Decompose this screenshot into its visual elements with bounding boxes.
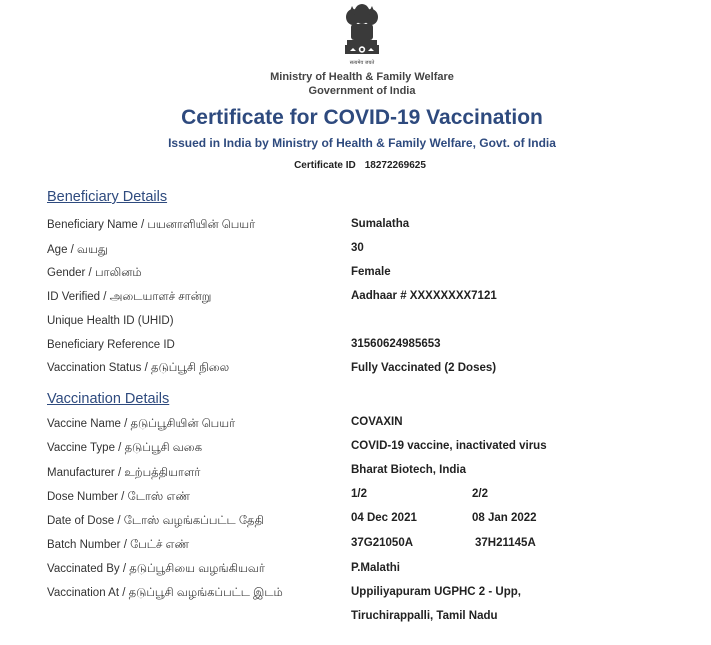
emblem-motto: सत्यमेव जयते bbox=[349, 60, 375, 66]
beneficiary-name-value: Sumalatha bbox=[351, 218, 410, 230]
date-of-dose-first: 04 Dec 2021 bbox=[351, 512, 417, 524]
reference-id-label: Beneficiary Reference ID bbox=[47, 339, 175, 351]
date-of-dose-label: Date of Dose / டோஸ் வழங்கப்பட்ட தேதி bbox=[47, 515, 264, 527]
vaccine-type-label: Vaccine Type / தடுப்பூசி வகை bbox=[47, 442, 203, 454]
government-name: Government of India bbox=[308, 85, 416, 97]
batch-number-first: 37G21050A bbox=[351, 537, 414, 549]
uhid-label: Unique Health ID (UHID) bbox=[47, 315, 174, 327]
vaccination-status-label: Vaccination Status / தடுப்பூசி நிலை bbox=[47, 362, 230, 374]
national-emblem-icon bbox=[338, 0, 386, 68]
vaccination-at-line1: Uppiliyapuram UGPHC 2 - Upp, bbox=[351, 586, 521, 598]
vaccination-at-line2: Tiruchirappalli, Tamil Nadu bbox=[351, 610, 498, 622]
certificate-id-value: 18272269625 bbox=[364, 160, 426, 171]
vaccination-at-label: Vaccination At / தடுப்பூசி வழங்கப்பட்ட இடம் bbox=[47, 587, 283, 599]
reference-id-value: 31560624985653 bbox=[351, 338, 441, 350]
manufacturer-value: Bharat Biotech, India bbox=[351, 464, 467, 476]
certificate-title: Certificate for COVID-19 Vaccination bbox=[181, 106, 543, 129]
certificate-id bbox=[0, 160, 711, 171]
dose-number-label: Dose Number / டோஸ் எண் bbox=[47, 491, 191, 503]
vaccination-details-heading: Vaccination Details bbox=[47, 391, 170, 407]
certificate-subtitle: Issued in India by Ministry of Health & Family Welfare, Govt. of India bbox=[168, 136, 556, 150]
batch-number-second: 37H21145A bbox=[475, 537, 536, 549]
gender-value: Female bbox=[351, 266, 391, 278]
vaccine-name-label: Vaccine Name / தடுப்பூசியின் பெயர் bbox=[47, 418, 236, 430]
dose-number-second: 2/2 bbox=[472, 488, 488, 500]
vaccine-name-value: COVAXIN bbox=[351, 416, 403, 428]
vaccinated-by-value: P.Malathi bbox=[351, 562, 400, 574]
manufacturer-label: Manufacturer / உற்பத்தியாளர் bbox=[47, 467, 201, 479]
ministry-name: Ministry of Health & Family Welfare bbox=[270, 71, 454, 83]
batch-number-label: Batch Number / பேட்ச் எண் bbox=[47, 539, 190, 551]
vaccinated-by-label: Vaccinated By / தடுப்பூசியை வழங்கியவர் bbox=[47, 563, 265, 575]
vaccine-type-value: COVID-19 vaccine, inactivated virus bbox=[351, 440, 547, 452]
certificate-id-label: Certificate ID bbox=[294, 160, 356, 171]
age-value: 30 bbox=[351, 242, 364, 254]
date-of-dose-second: 08 Jan 2022 bbox=[472, 512, 537, 524]
dose-number-first: 1/2 bbox=[351, 488, 367, 500]
vaccination-status-value: Fully Vaccinated (2 Doses) bbox=[351, 362, 497, 374]
id-verified-label: ID Verified / அடையாளச் சான்று bbox=[47, 291, 212, 303]
gender-label: Gender / பாலினம் bbox=[47, 267, 142, 279]
beneficiary-details-heading: Beneficiary Details bbox=[47, 189, 168, 205]
age-label: Age / வயது bbox=[47, 244, 108, 256]
id-verified-value: Aadhaar # XXXXXXXX7121 bbox=[351, 290, 497, 302]
beneficiary-name-label: Beneficiary Name / பயனாளியின் பெயர் bbox=[47, 219, 256, 231]
